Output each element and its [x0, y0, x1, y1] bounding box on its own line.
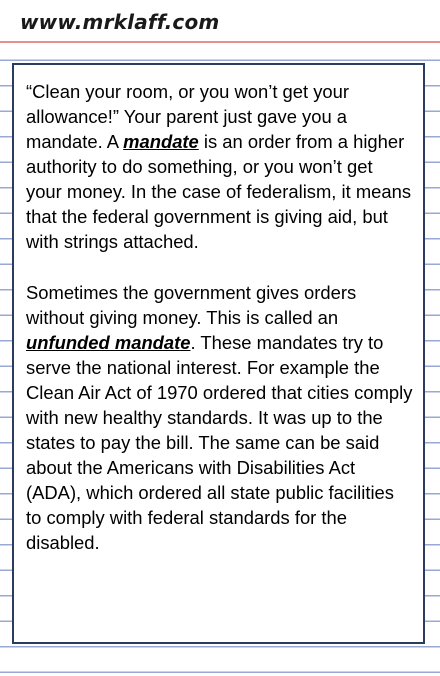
paragraph-mandate-body: is an order from a higher authority to do something, or you won’t get your money. In the case of federalism, it means that the federal government is giving aid, but with strings attached.: [26, 131, 412, 252]
paragraph-mandate: [26, 79, 413, 254]
header-band: [0, 0, 440, 42]
paragraph-unfunded-intro: Sometimes the government gives orders without giving money. This is called an: [26, 282, 357, 328]
term-mandate: mandate: [123, 131, 199, 152]
paragraph-unfunded-body: . These mandates try to serve the national interest. For example the Clean Air Act of 1970 ordered that cities comply with new healthy standards. It was up to the states to pay the bill. The same can be said about the Americans with Disabilities Act (ADA), which ordered all state public facilities to comply with federal standards for the disabled.: [26, 332, 413, 553]
paragraph-unfunded-mandate: [26, 280, 413, 555]
site-url: www.mrklaff.com: [20, 10, 220, 34]
red-margin-rule: [0, 41, 440, 43]
term-unfunded-mandate: unfunded mandate: [26, 332, 191, 353]
paragraph-mandate-intro: “Clean your room, or you won’t get your allowance!” Your parent just gave you a mandate. A: [26, 81, 350, 152]
text-card: [12, 63, 425, 644]
